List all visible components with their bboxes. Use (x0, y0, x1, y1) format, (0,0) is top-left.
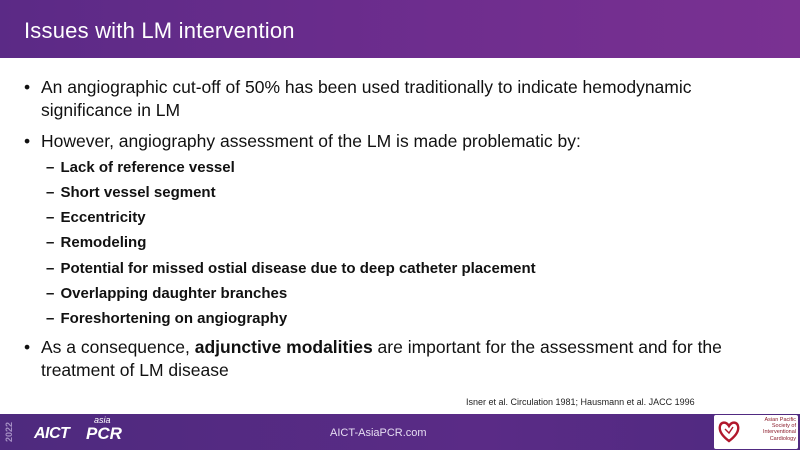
year-label: 2022 (4, 421, 14, 443)
sub-item: – Lack of reference vessel (46, 159, 235, 176)
bullet-1-line-2: significance in LM (41, 100, 181, 120)
sub-item: – Overlapping daughter branches (46, 285, 288, 302)
footer-bar (0, 414, 800, 450)
pcr-logo: PCR (86, 424, 122, 443)
bullet-3-line-2: treatment of LM disease (41, 360, 229, 380)
bullet-dot: • (24, 337, 31, 357)
website-link[interactable]: AICT-AsiaPCR.com (330, 427, 427, 439)
bullet-1-line-1: An angiographic cut-off of 50% has been used traditionally to indicate hemodynamic (41, 77, 692, 97)
slide-title: Issues with LM intervention (24, 18, 295, 43)
sub-item: – Eccentricity (46, 209, 146, 226)
society-logo (714, 415, 798, 449)
citation: Isner et al. Circulation 1981; Hausmann et al. JACC 1996 (466, 397, 695, 407)
sub-item: – Short vessel segment (46, 184, 216, 201)
bullet-dot: • (24, 131, 31, 151)
society-name: Asian Pacific Society of Interventional Cardiology (762, 417, 796, 442)
sub-item: – Potential for missed ostial disease due to deep catheter placement (46, 260, 536, 277)
bullet-2-text: However, angiography assessment of the LM is made problematic by: (41, 131, 581, 151)
title-bar (0, 0, 800, 58)
bullet-dot: • (24, 77, 31, 97)
asia-logo-text: asia (94, 415, 111, 425)
aict-logo: AICT (34, 425, 70, 442)
bullet-3-line-1: As a consequence, adjunctive modalities are important for the assessment and for the (41, 337, 722, 357)
sub-item: – Foreshortening on angiography (46, 310, 288, 327)
heart-icon (718, 419, 740, 443)
sub-item: – Remodeling (46, 234, 147, 251)
emphasis-text: adjunctive modalities (194, 337, 373, 357)
